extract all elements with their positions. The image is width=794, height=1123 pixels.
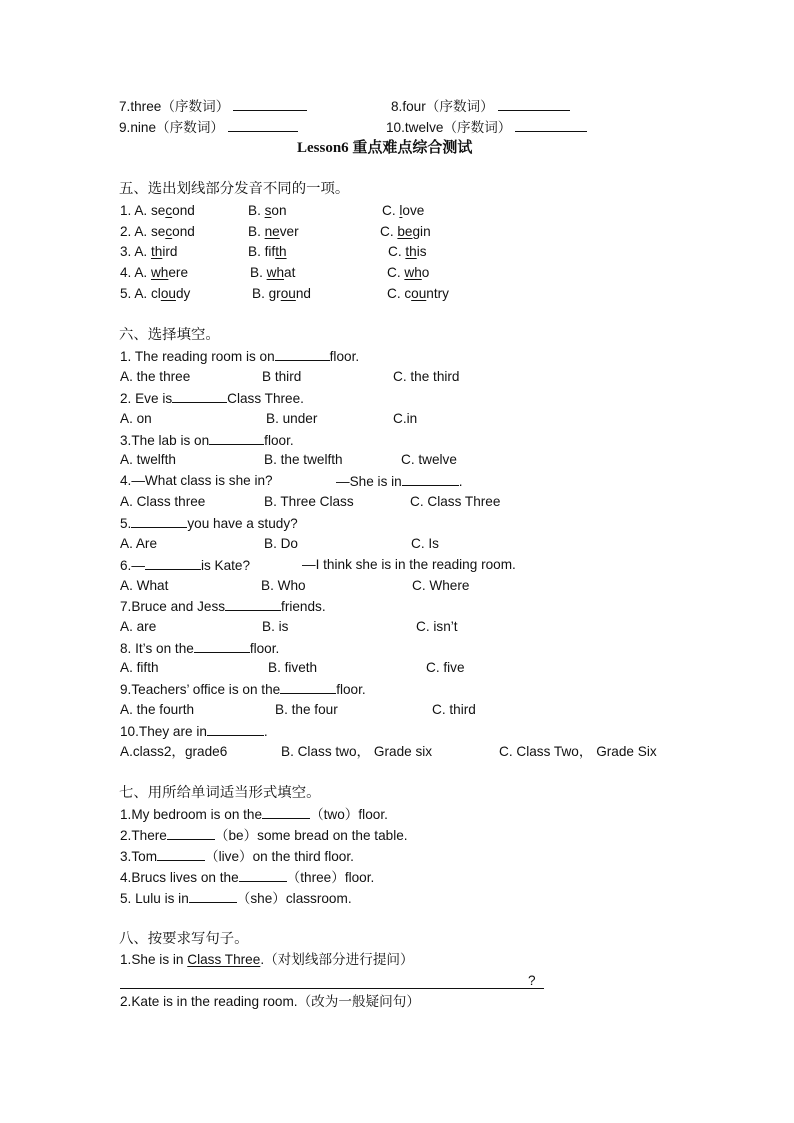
option-c[interactable]: C. begin (380, 224, 431, 239)
answer-blank[interactable] (225, 597, 281, 611)
answer-blank[interactable] (189, 889, 237, 903)
answer-blank[interactable] (239, 868, 287, 882)
option-c[interactable]: C. twelve (401, 452, 457, 467)
section-heading-6: 六、选择填空。 (119, 327, 220, 343)
option-b[interactable]: B. ground (252, 286, 311, 301)
option-b[interactable]: B. the twelfth (264, 452, 343, 467)
option-c[interactable]: C. Class Two， Grade Six (499, 744, 657, 759)
question-2: 2. Eve is Class Three. (120, 391, 304, 406)
option-b[interactable]: B. is (262, 619, 289, 634)
answer-blank[interactable] (167, 826, 215, 840)
ordinal-item-7: 7.three（序数词） (119, 97, 307, 115)
option-c[interactable]: C. isn’t (416, 619, 458, 634)
answer-blank[interactable] (172, 389, 227, 403)
answer-blank[interactable] (280, 680, 336, 694)
ordinal-item-8: 8.four（序数词） (391, 97, 570, 115)
options-6 (120, 577, 680, 595)
option-a[interactable]: A. fifth (120, 660, 159, 675)
option-a[interactable]: A. are (120, 619, 157, 634)
answer-blank[interactable] (515, 118, 587, 132)
question-1: 1. The reading room is on floor. (120, 349, 360, 364)
option-c[interactable]: C. Where (412, 578, 470, 593)
answer-blank[interactable] (145, 556, 201, 570)
option-b[interactable]: B. the four (275, 702, 338, 717)
options-10 (120, 743, 680, 761)
fill-item-5: 5. Lulu is in （she）classroom. (120, 891, 352, 906)
option-b[interactable]: B. Do (264, 536, 298, 551)
option-b[interactable]: B. never (248, 224, 299, 239)
answer-blank[interactable] (228, 118, 298, 132)
option-a[interactable]: A.class2，grade6 (120, 744, 228, 759)
fill-item-3: 3.Tom （live）on the third floor. (120, 849, 354, 864)
page-title: Lesson6 重点难点综合测试 (297, 140, 473, 156)
section-heading-8: 八、按要求写句子。 (119, 931, 249, 947)
options-2 (120, 410, 680, 428)
option-b[interactable]: B. what (250, 265, 296, 280)
option-c[interactable]: C. five (426, 660, 465, 675)
question-7: 7.Bruce and Jess friends. (120, 599, 326, 614)
option-a[interactable]: A. Class three (120, 494, 206, 509)
options-7 (120, 618, 680, 636)
option-b[interactable]: B. fifth (248, 244, 287, 259)
answer-blank[interactable] (209, 431, 264, 445)
option-b[interactable]: B. Three Class (264, 494, 354, 509)
question-3: 3.The lab is on floor. (120, 433, 294, 448)
option-c[interactable]: C. love (382, 203, 425, 218)
rewrite-item-1: 1.She is in Class Three.（对划线部分进行提问） (120, 952, 414, 967)
answer-blank[interactable] (275, 347, 330, 361)
option-a[interactable]: A. on (120, 411, 152, 426)
option-a[interactable]: A. What (120, 578, 169, 593)
options-1 (120, 368, 680, 386)
ordinal-item-10: 10.twelve（序数词） (386, 118, 587, 136)
answer-blank[interactable] (194, 639, 250, 653)
options-3 (120, 451, 680, 469)
option-c[interactable]: C. Class Three (410, 494, 501, 509)
fill-item-2: 2.There （be）some bread on the table. (120, 828, 408, 843)
answer-blank[interactable] (207, 722, 264, 736)
fill-item-1: 1.My bedroom is on the （two）floor. (120, 807, 388, 822)
option-c[interactable]: C. Is (411, 536, 439, 551)
question-8: 8. It’s on the floor. (120, 641, 280, 656)
ordinal-item-9: 9.nine（序数词） (119, 118, 298, 136)
option-b[interactable]: B. son (248, 203, 287, 218)
answer-blank[interactable] (157, 847, 205, 861)
option-c[interactable]: C. country (387, 286, 449, 301)
pronunciation-row-5: 5. A. cloudy B. ground C. country (120, 286, 449, 301)
option-b[interactable]: B third (262, 369, 302, 384)
answer-line[interactable] (120, 988, 544, 989)
option-a[interactable]: A. twelfth (120, 452, 176, 467)
question-5: 5. you have a study? (120, 516, 298, 531)
option-c[interactable]: C. this (388, 244, 427, 259)
question-6: 6.— is Kate? —I think she is in the reading room. (120, 557, 516, 573)
option-b[interactable]: B. Class two， Grade six (281, 744, 433, 759)
question-10: 10.They are in . (120, 724, 268, 739)
question-mark: ? (528, 973, 536, 988)
option-b[interactable]: B. under (266, 411, 318, 426)
options-9 (120, 701, 680, 719)
pronunciation-row-3: 3. A. third B. fifth C. this (120, 244, 427, 259)
option-a[interactable]: A. the three (120, 369, 191, 384)
option-a[interactable]: A. Are (120, 536, 158, 551)
rewrite-item-2: 2.Kate is in the reading room.（改为一般疑问句） (120, 994, 420, 1009)
answer-blank[interactable] (402, 472, 459, 486)
option-c[interactable]: C. the third (393, 369, 460, 384)
pronunciation-row-1: 1. A. second B. son C. love (120, 203, 425, 218)
options-5 (120, 535, 680, 553)
options-8 (120, 659, 680, 677)
option-c[interactable]: C. third (432, 702, 476, 717)
pronunciation-row-4: 4. A. where B. what C. who (120, 265, 430, 280)
question-9: 9.Teachers’ office is on the floor. (120, 682, 366, 697)
option-a[interactable]: A. the fourth (120, 702, 195, 717)
options-4 (120, 493, 680, 511)
answer-blank[interactable] (262, 805, 310, 819)
option-b[interactable]: B. fiveth (268, 660, 318, 675)
pronunciation-row-2: 2. A. second B. never C. begin (120, 224, 431, 239)
question-4: 4.—What class is she in? —She is in . (120, 473, 463, 489)
answer-blank[interactable] (131, 514, 187, 528)
option-c[interactable]: C. who (387, 265, 430, 280)
answer-blank[interactable] (233, 97, 307, 111)
section-heading-7: 七、用所给单词适当形式填空。 (119, 785, 321, 801)
fill-item-4: 4.Brucs lives on the （three）floor. (120, 870, 375, 885)
option-b[interactable]: B. Who (261, 578, 306, 593)
section-heading-5: 五、选出划线部分发音不同的一项。 (119, 181, 350, 197)
option-c[interactable]: C.in (393, 411, 418, 426)
answer-blank[interactable] (498, 97, 570, 111)
